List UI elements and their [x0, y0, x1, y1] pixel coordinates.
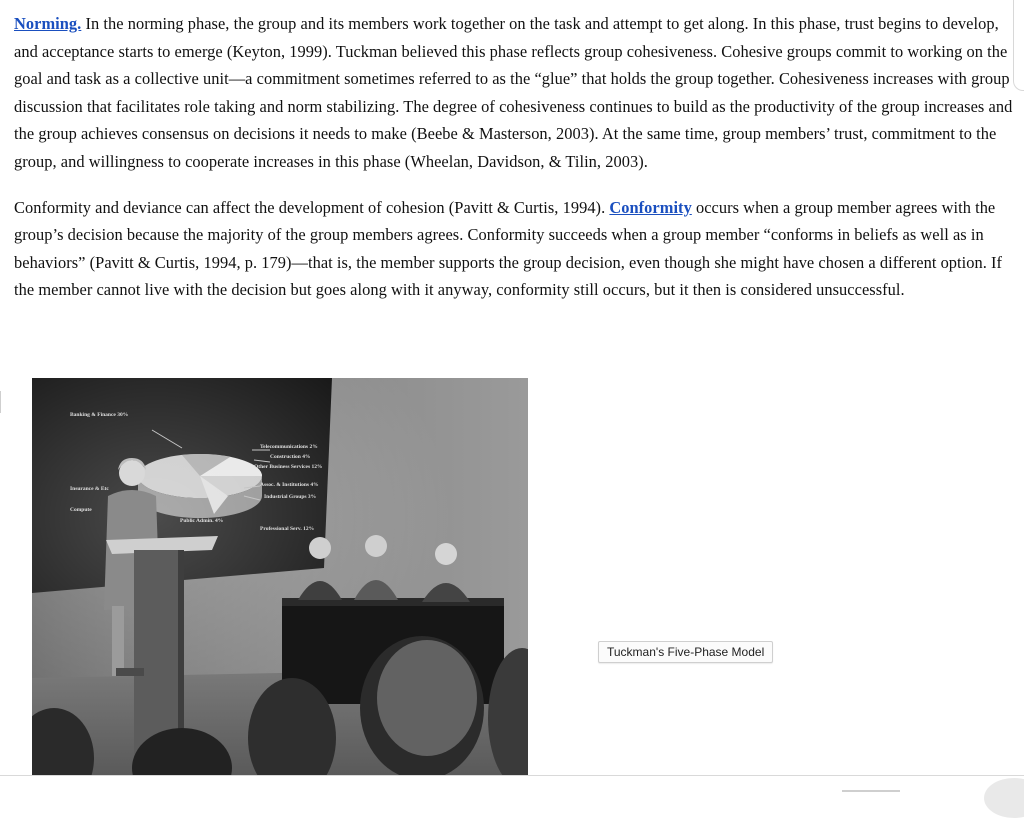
presentation-photo	[32, 378, 528, 775]
conformity-definition-text: occurs when a group member agrees with the group’s decision because the majority of the group members agrees. Conformity succeeds when a group member “conforms in beliefs as well as in behaviors” (Pavitt & Curtis, 1994, p. 179)—that is, the member supports the group decision, even though she might have chosen a different option. If the member cannot live with the decision but goes along with it anyway, conformity still occurs, but it then is considered unsuccessful.	[14, 197, 1003, 300]
figure-caption: Tuckman's Five-Phase Model	[598, 641, 773, 663]
norming-text: In the norming phase, the group and its members work together on the task and attempt to get along. In this phase, trust begins to develop, and acceptance starts to emerge (Keyton, 1999). Tuckman believed this phase reflects group cohesiveness. Cohesive groups commit to working on the goal and task as a collective unit—a commitment sometimes referred to as the “glue” that holds the group together. Cohesiveness increases with group discussion that facilitates role taking and norm stabilizing. The degree of cohesiveness continues to build as the productivity of the group increases and the group achieves consensus on decisions it needs to make (Beebe & Masterson, 2003). At the same time, group members’ trust, commitment to the group, and willingness to cooperate increases in this phase (Wheelan, Davidson, & Tilin, 2003).	[14, 14, 1013, 171]
footer-divider	[0, 775, 1024, 776]
footer-bar	[842, 790, 900, 792]
norming-paragraph	[14, 10, 1022, 176]
corner-shape	[984, 778, 1024, 818]
article-body	[14, 10, 1022, 304]
conformity-paragraph	[14, 194, 1022, 304]
norming-link[interactable]: Norming.	[14, 14, 82, 33]
conformity-intro-text: Conformity and deviance can affect the development of cohesion (Pavitt & Curtis, 1994).	[14, 197, 610, 217]
conformity-link[interactable]: Conformity	[609, 197, 692, 217]
margin-marker	[0, 391, 1, 413]
